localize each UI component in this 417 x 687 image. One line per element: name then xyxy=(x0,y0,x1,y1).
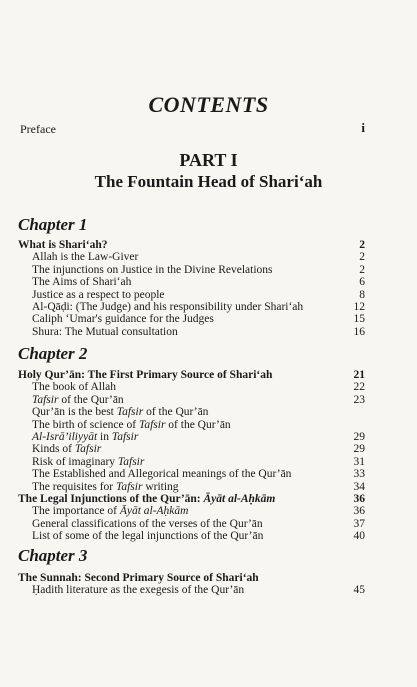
preface-label: Preface xyxy=(20,122,56,136)
toc-entry xyxy=(18,301,365,313)
toc-entry xyxy=(18,530,365,542)
toc-entry-page: 33 xyxy=(353,468,365,481)
toc-entry-title: Tafsir of the Qur’ān xyxy=(32,393,124,406)
part-subtitle: The Fountain Head of Shari‘ah xyxy=(94,172,323,191)
preface-page-number: i xyxy=(361,120,365,135)
part-title: PART I xyxy=(179,150,238,170)
toc-entry-page: 15 xyxy=(353,313,365,326)
toc-entry-title: What is Shari‘ah? xyxy=(18,239,108,251)
chapter-3-heading: Chapter 3 xyxy=(18,546,88,565)
toc-entry-title: The Legal Injunctions of the Qur’ān: Āyāt al-Aḥkām xyxy=(18,493,276,505)
toc-entry-title: List of some of the legal injunctions of the Qur’ān xyxy=(32,530,264,543)
toc-entry-page: 22 xyxy=(353,381,365,394)
chapter-2-heading: Chapter 2 xyxy=(18,344,88,363)
toc-entry xyxy=(18,369,365,381)
toc-entry-title: The Sunnah: Second Primary Source of Shari‘ah xyxy=(18,572,259,584)
toc-entry-title: Ḥadith literature as the exegesis of the Qur’ān xyxy=(32,584,245,597)
chapter-1-heading: Chapter 1 xyxy=(18,215,88,234)
toc-entry xyxy=(18,326,365,338)
toc-entry-title: The book of Allah xyxy=(32,381,116,394)
toc-entry-title: Caliph ‘Umar's guidance for the Judges xyxy=(32,313,214,326)
toc-entry xyxy=(18,518,365,530)
toc-entry xyxy=(18,394,365,406)
toc-entry xyxy=(18,493,365,505)
toc-entry-page: 2 xyxy=(359,239,365,251)
toc-entry-page: 8 xyxy=(359,288,365,301)
toc-entry xyxy=(18,443,365,455)
toc-entry-title: Holy Qur’ān: The First Primary Source of Shari‘ah xyxy=(18,369,273,381)
toc-entry xyxy=(18,468,365,480)
page-title: CONTENTS xyxy=(148,92,269,117)
toc-entry-page: 23 xyxy=(353,393,365,406)
toc-entry xyxy=(18,431,365,443)
toc-entry xyxy=(18,419,365,431)
toc-entry-page: 21 xyxy=(353,369,365,381)
toc-entry xyxy=(18,313,365,325)
toc-entry xyxy=(18,276,365,288)
toc-entry xyxy=(18,289,365,301)
toc-entry-title: Qur’ān is the best Tafsir of the Qur’ān xyxy=(32,406,209,419)
toc-entry xyxy=(18,584,365,596)
toc-entry xyxy=(18,505,365,517)
toc-entry-title: Al-Isrā’iliyyāt in Tafsir xyxy=(32,431,139,443)
toc-entry-page: 6 xyxy=(359,276,365,289)
toc-entry-page: 45 xyxy=(353,584,365,597)
toc-entry-page: 29 xyxy=(353,443,365,456)
toc-entry-title: The birth of science of Tafsir of the Qur’ān xyxy=(32,418,231,431)
toc-entry xyxy=(18,572,365,584)
toc-entry xyxy=(18,381,365,393)
toc-entry-title: Kinds of Tafsir xyxy=(32,443,102,456)
toc-entry-title: Shura: The Mutual consultation xyxy=(32,325,178,338)
toc-entry-title: The requisites for Tafsir writing xyxy=(32,480,179,493)
toc-entry xyxy=(18,456,365,468)
toc-entry-title: The Established and Allegorical meanings of the Qur’ān xyxy=(32,468,292,481)
toc-entry-page: 2 xyxy=(359,263,365,276)
toc-entry-page: 31 xyxy=(353,455,365,468)
toc-entry xyxy=(18,251,365,263)
toc-entry-page: 36 xyxy=(353,505,365,518)
toc-entry-page: 37 xyxy=(353,517,365,530)
toc-entry-page: 34 xyxy=(353,480,365,493)
toc-entry-page: 40 xyxy=(353,530,365,543)
toc-entry-page: 16 xyxy=(353,325,365,338)
toc-entry-title: The injunctions on Justice in the Divine Revelations xyxy=(32,263,273,276)
toc-entry xyxy=(18,264,365,276)
toc-entry-title: Risk of imaginary Tafsir xyxy=(32,455,145,468)
toc-entry-page: 36 xyxy=(353,493,365,505)
toc-entry xyxy=(18,481,365,493)
toc-entry-title: General classifications of the verses of the Qur’ān xyxy=(32,517,263,530)
toc-entry-title: The Aims of Shari‘ah xyxy=(32,276,132,289)
toc-entry-page: 2 xyxy=(359,251,365,264)
toc-entry-title: Allah is the Law-Giver xyxy=(32,251,139,264)
toc-entry-title: The importance of Āyāt al-Aḥkām xyxy=(32,505,189,518)
toc-entry-title: Justice as a respect to people xyxy=(32,288,165,301)
toc-entry xyxy=(18,239,365,251)
toc-entry-title: Al-Qāḍi: (The Judge) and his responsibility under Shari‘ah xyxy=(32,301,304,313)
toc-entry xyxy=(18,406,365,418)
toc-entry-page: 12 xyxy=(353,301,365,313)
toc-entry-page: 29 xyxy=(353,431,365,443)
